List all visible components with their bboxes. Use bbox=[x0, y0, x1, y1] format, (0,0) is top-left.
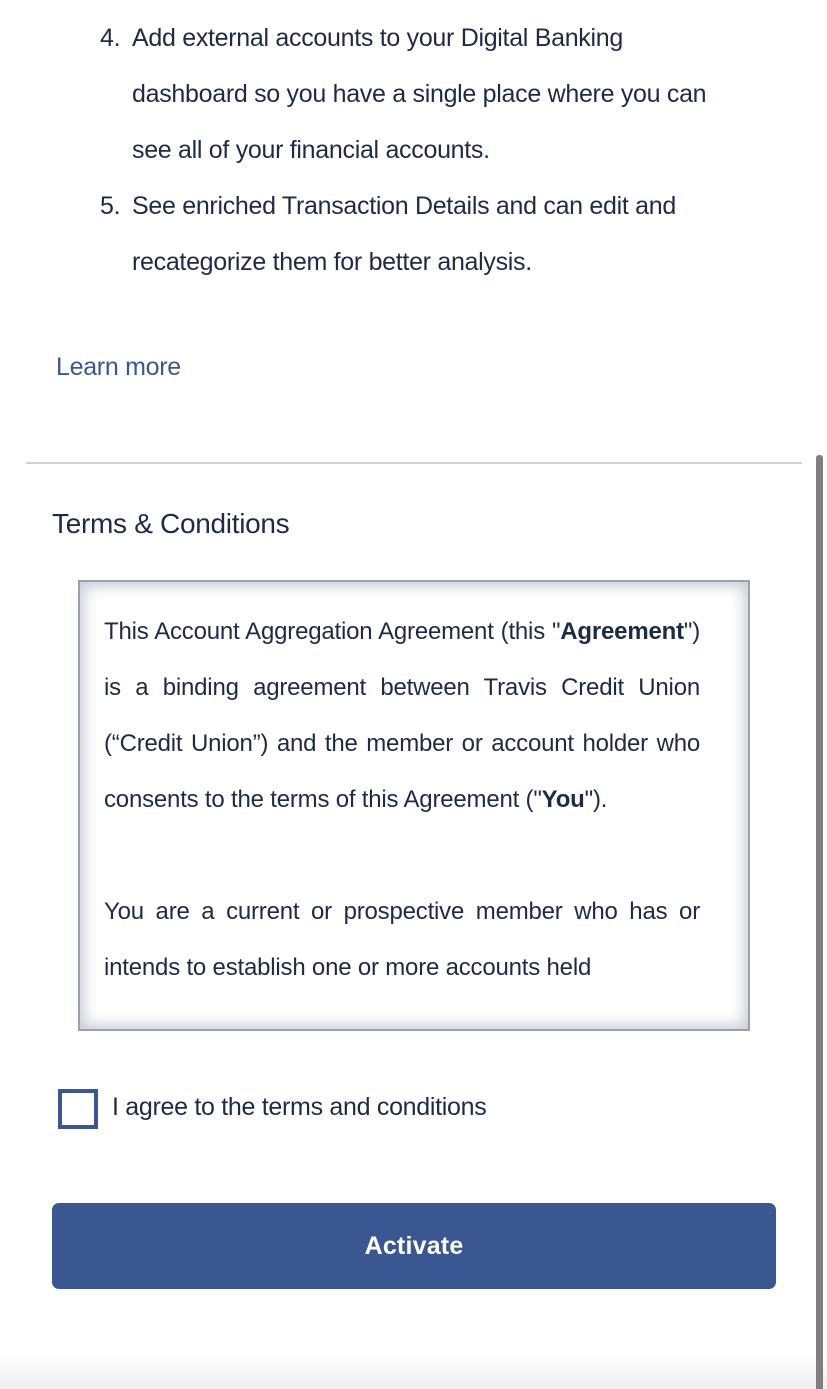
page-scrollbar[interactable] bbox=[816, 455, 823, 1389]
terms-title: Terms & Conditions bbox=[52, 508, 290, 539]
feature-text-line: See enriched Transaction Details and can edit and bbox=[132, 192, 676, 220]
feature-text-line: dashboard so you have a single place where you can bbox=[132, 80, 707, 108]
terms-text: This Account Aggregation Agreement (this " bbox=[104, 618, 561, 645]
terms-paragraph-1 bbox=[104, 604, 700, 828]
terms-scroll-box[interactable] bbox=[78, 580, 750, 1031]
terms-defined-term: Agreement bbox=[560, 618, 684, 645]
feature-text-line: recategorize them for better analysis. bbox=[132, 248, 532, 276]
agree-terms-label[interactable]: I agree to the terms and conditions bbox=[112, 1092, 487, 1121]
activate-button[interactable]: Activate bbox=[52, 1203, 776, 1289]
feature-list bbox=[96, 10, 776, 290]
bottom-fade bbox=[0, 1355, 827, 1389]
feature-text-line: see all of your financial accounts. bbox=[132, 136, 490, 164]
terms-content bbox=[104, 604, 700, 996]
agree-terms-checkbox[interactable] bbox=[58, 1089, 98, 1129]
terms-defined-term: You bbox=[541, 786, 585, 813]
agree-terms-row[interactable] bbox=[58, 1089, 486, 1129]
feature-number: 5. bbox=[100, 192, 121, 220]
feature-item-4 bbox=[96, 10, 776, 178]
section-divider bbox=[26, 462, 802, 464]
terms-text: "). bbox=[584, 786, 608, 813]
terms-text: ") is a binding agreement between Travis Credit Union (“Credit Union”) and the member or account holder who consents to the terms of this Agreement (" bbox=[104, 618, 700, 813]
learn-more-link[interactable]: Learn more bbox=[56, 353, 181, 381]
feature-item-5 bbox=[96, 178, 776, 290]
feature-number: 4. bbox=[100, 24, 121, 52]
terms-paragraph-2: You are a current or prospective member who has or intends to establish one or more accounts held bbox=[104, 898, 700, 981]
feature-text-line: Add external accounts to your Digital Banking bbox=[132, 24, 623, 52]
